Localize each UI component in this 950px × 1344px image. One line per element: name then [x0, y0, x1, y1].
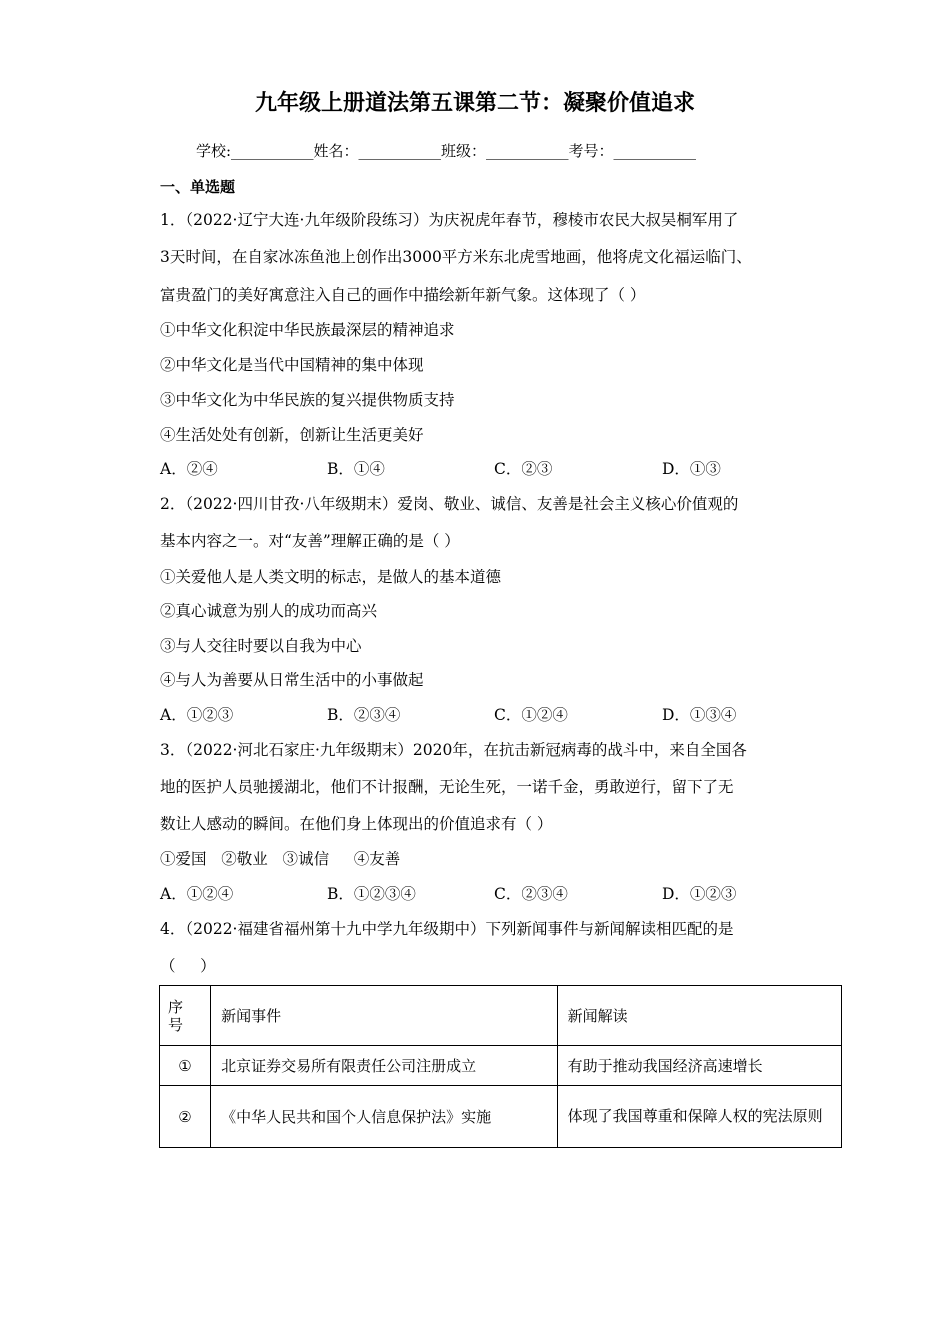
- question-2-statement-1: ①关爱他人是人类文明的标志，是做人的基本道德: [160, 568, 502, 586]
- news-table: [159, 985, 842, 1148]
- question-1-line-1: 1．（2022·辽宁大连·九年级阶段练习）为庆祝虎年春节，穆棱市农民大叔吴桐军用了: [160, 211, 739, 229]
- table-cell: ①: [160, 1046, 211, 1086]
- question-2-option-b[interactable]: B．②③④: [327, 706, 401, 724]
- question-3-line-3: 数让人感动的瞬间。在他们身上体现出的价值追求有（ ）: [160, 815, 553, 833]
- question-1-option-b[interactable]: B．①④: [327, 460, 385, 478]
- student-info-line: 学校:___________姓名：___________班级：___________考号：___________: [196, 142, 697, 160]
- question-4-line-1: 4．（2022·福建省福州第十九中学九年级期中）下列新闻事件与新闻解读相匹配的是: [160, 920, 734, 938]
- question-3-option-c[interactable]: C．②③④: [494, 885, 568, 903]
- question-1-statement-2: ②中华文化是当代中国精神的集中体现: [160, 356, 424, 374]
- table-header-cell: 新闻解读: [557, 986, 841, 1046]
- page-title: 九年级上册道法第五课第二节：凝聚价值追求: [254, 91, 695, 116]
- question-1-statement-3: ③中华文化为中华民族的复兴提供物质支持: [160, 391, 455, 409]
- question-2-option-a[interactable]: A．①②③: [160, 706, 234, 724]
- table-header-row: [160, 986, 842, 1046]
- question-3-statements: ①爱国 ②敬业 ③诚信 ④友善: [160, 850, 401, 868]
- question-1-statement-1: ①中华文化积淀中华民族最深层的精神追求: [160, 321, 455, 339]
- question-3-option-a[interactable]: A．①②④: [160, 885, 234, 903]
- question-1-line-2: 3天时间，在自家冰冻鱼池上创作出3000平方米东北虎雪地画，他将虎文化福运临门、: [160, 248, 752, 266]
- table-header-cell: 新闻事件: [211, 986, 558, 1046]
- question-3-line-2: 地的医护人员驰援湖北，他们不计报酬，无论生死，一诺千金，勇敢逆行，留下了无: [160, 778, 734, 796]
- section-heading: 一、单选题: [160, 178, 236, 196]
- question-1-option-d[interactable]: D．①③: [662, 460, 721, 478]
- table-header-cell: 序号: [160, 986, 211, 1046]
- table-cell: 有助于推动我国经济高速增长: [557, 1046, 841, 1086]
- table-cell: 北京证券交易所有限责任公司注册成立: [211, 1046, 558, 1086]
- question-4-line-2: （ ）: [160, 957, 216, 975]
- table-row: [160, 1046, 842, 1086]
- question-1-option-c[interactable]: C．②③: [494, 460, 553, 478]
- question-2-statement-3: ③与人交往时要以自我为中心: [160, 637, 362, 655]
- table-cell: 体现了我国尊重和保障人权的宪法原则: [557, 1086, 841, 1148]
- question-3-option-b[interactable]: B．①②③④: [327, 885, 416, 903]
- table-cell: ②: [160, 1086, 211, 1148]
- question-2-statement-2: ②真心诚意为别人的成功而高兴: [160, 602, 378, 620]
- question-2-statement-4: ④与人为善要从日常生活中的小事做起: [160, 671, 424, 689]
- table-cell: 《中华人民共和国个人信息保护法》实施: [211, 1086, 558, 1148]
- question-2-line-1: 2．（2022·四川甘孜·八年级期末）爱岗、敬业、诚信、友善是社会主义核心价值观的: [160, 495, 739, 513]
- table-row: [160, 1086, 842, 1148]
- question-3-option-d[interactable]: D．①②③: [662, 885, 737, 903]
- question-2-option-d[interactable]: D．①③④: [662, 706, 737, 724]
- question-1-statement-4: ④生活处处有创新，创新让生活更美好: [160, 426, 424, 444]
- question-3-line-1: 3．（2022·河北石家庄·九年级期末）2020年，在抗击新冠病毒的战斗中，来自全国各: [160, 741, 747, 759]
- question-2-option-c[interactable]: C．①②④: [494, 706, 568, 724]
- question-2-line-2: 基本内容之一。对“友善”理解正确的是（ ）: [160, 532, 460, 550]
- question-1-line-3: 富贵盈门的美好寓意注入自己的画作中描绘新年新气象。这体现了（ ）: [160, 286, 646, 304]
- question-1-option-a[interactable]: A．②④: [160, 460, 218, 478]
